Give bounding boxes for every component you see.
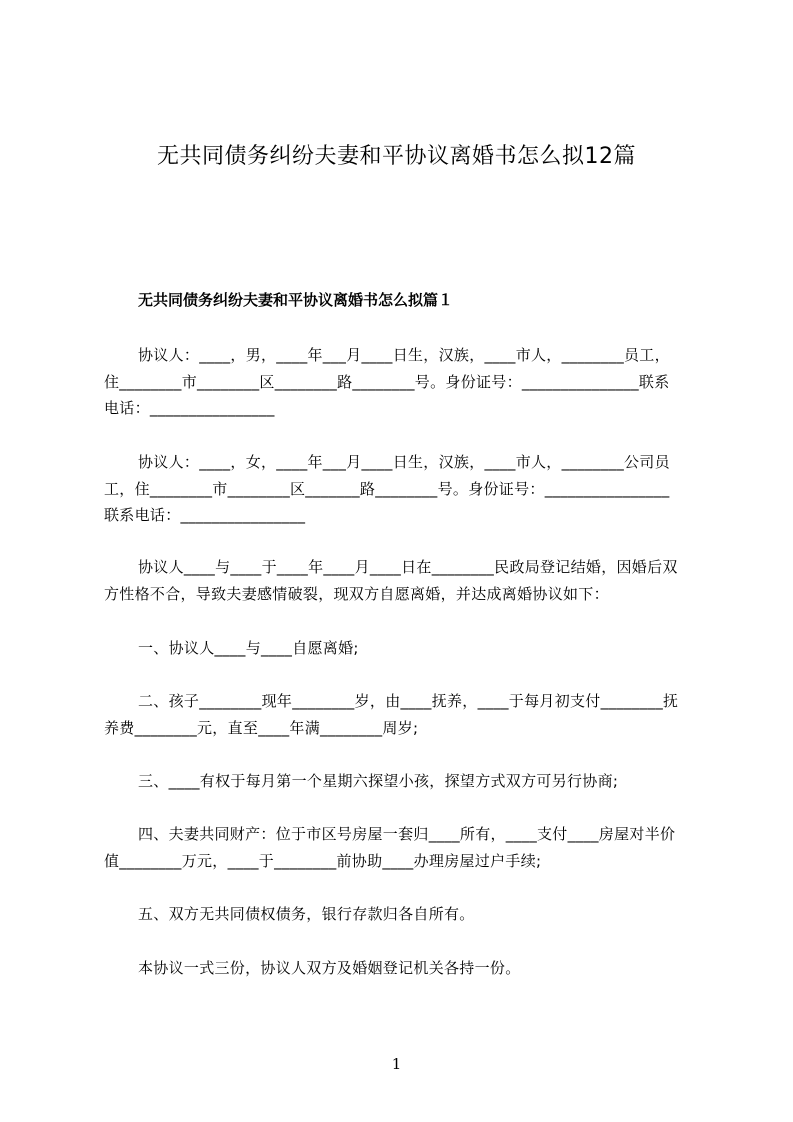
paragraph-marriage-registration [104,554,702,607]
paragraph-line: 电话：________________ [104,399,275,417]
paragraph-line: 三、____有权于每月第一个星期六探望小孩，探望方式双方可另行协商; [138,772,619,790]
page-number: 1 [391,1055,402,1073]
paragraph-line: 五、双方无共同债权债务，银行存款归各自所有。 [138,905,475,923]
clause-five [104,901,702,928]
paragraph-line: 协议人____与____于____年____月____日在________民政局登记结婚，因婚后双 [138,558,678,576]
paragraph-line: 住________市________区________路________号。身份证号：_______________联系 [104,372,670,391]
paragraph-line: 方性格不合，导致夫妻感情破裂，现双方自愿离婚，并达成离婚协议如下： [104,584,609,603]
clause-two [104,688,702,741]
paragraph-line: 值________万元，____于________前协助____办理房屋过户手续; [104,851,542,870]
paragraph-line: 养费________元，直至____年满________周岁; [104,718,419,737]
paragraph-line: 本协议一式三份，协议人双方及婚姻登记机关各持一份。 [138,959,521,977]
paragraph-line: 协议人：____，男，____年___月____日生，汉族，____市人，________员工， [138,346,670,364]
clause-four [104,821,702,874]
paragraph-line: 一、协议人____与____自愿离婚; [138,639,359,657]
paragraph-line: 协议人：____，女，____年___月____日生，汉族，____市人，________公司员 [138,453,670,471]
section-heading: 无共同债务纠纷夫妻和平协议离婚书怎么拟篇１ [138,291,454,309]
paragraph-male-party [104,342,702,422]
paragraph-line: 联系电话：________________ [104,506,306,524]
paragraph-female-party [104,449,702,529]
paragraph-line: 四、夫妻共同财产：位于市区号房屋一套归____所有，____支付____房屋对半价 [138,825,676,843]
clause-three [104,768,702,795]
paragraph-line: 二、孩子________现年________岁，由____抚养，____于每月初支付________抚 [138,692,679,710]
paragraph-line: 工，住________市________区_______路________号。身份证号：________________ [104,479,670,498]
clause-one [104,635,702,662]
document-title: 无共同债务纠纷夫妻和平协议离婚书怎么拟12篇 [157,144,636,169]
closing-paragraph [104,955,702,982]
